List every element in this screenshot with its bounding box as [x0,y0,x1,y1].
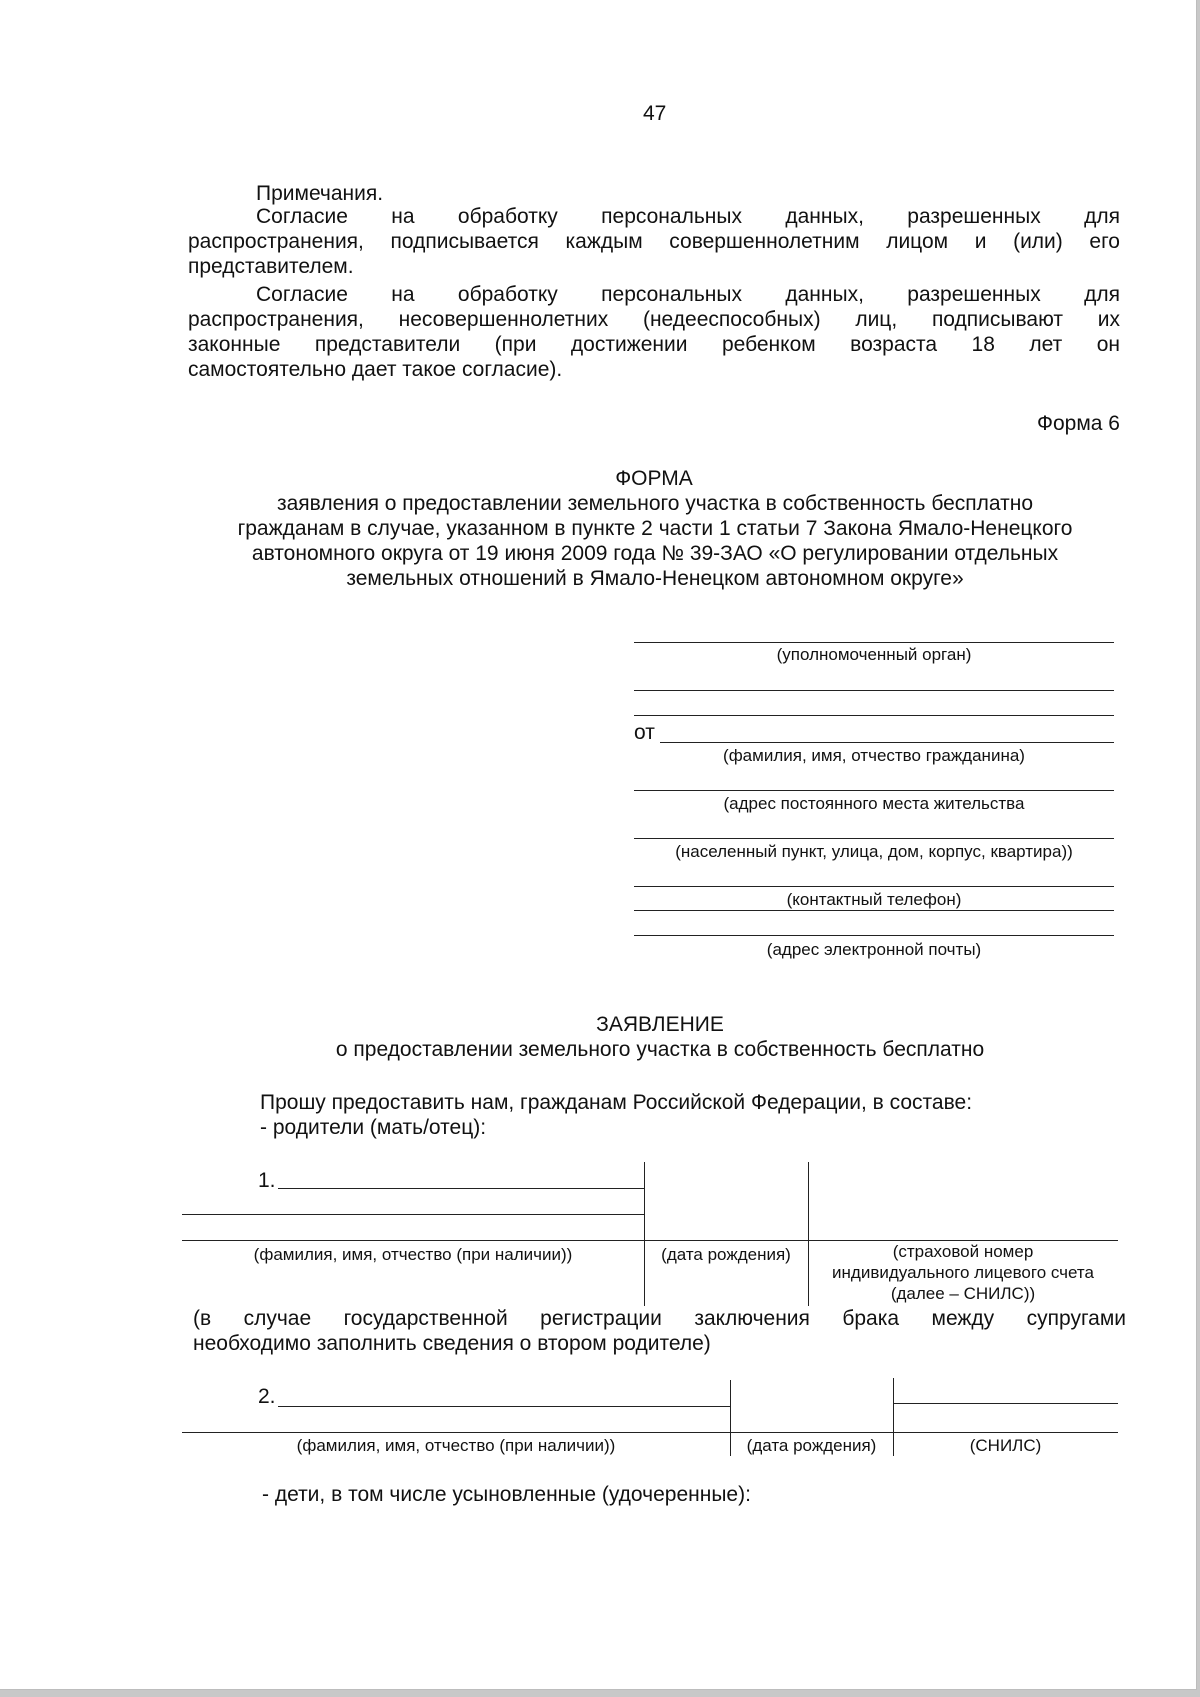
application-heading: ЗАЯВЛЕНИЕ [596,1013,724,1036]
parent2-snils-line[interactable] [893,1403,1118,1404]
form-number-label: Форма 6 [1037,412,1120,435]
form-title-line2: гражданам в случае, указанном в пункте 2 части 1 статьи 7 Закона Ямало-Ненецкого [237,517,1073,540]
authority-line-2[interactable] [634,690,1114,691]
parent2-snils-caption: (СНИЛС) [969,1436,1042,1455]
phone-line[interactable] [634,886,1114,887]
parent1-name-line-2[interactable] [182,1214,644,1215]
notes-paragraph1-line1: Согласие на обработку персональных данных, разрешенных для [256,205,1120,228]
authority-line-3[interactable] [634,715,1114,716]
parent1-name-caption: (фамилия, имя, отчество (при наличии)) [253,1245,573,1264]
form-title-line4: земельных отношений в Ямало-Ненецком автономном округе» [346,567,964,590]
email-line[interactable] [634,935,1114,936]
authority-caption: (уполномоченный орган) [776,645,972,664]
parent1-snils-caption-1: (страховой номер [892,1242,1034,1261]
parent2-birth-caption: (дата рождения) [746,1436,877,1455]
notes-paragraph2-line3: законные представители (при достижении ребенком возраста 18 лет он [188,333,1120,356]
authority-line[interactable] [634,642,1114,643]
from-label: от [634,721,655,744]
notes-paragraph2-line1: Согласие на обработку персональных данных, разрешенных для [256,283,1120,306]
marriage-note-line1: (в случае государственной регистрации заключения брака между супругами [193,1307,1126,1330]
parent1-snils-caption-3: (далее – СНИЛС)) [890,1284,1036,1303]
page-number: 47 [643,102,667,125]
address-detail-line[interactable] [634,838,1114,839]
phone-caption: (контактный телефон) [786,890,962,909]
parent1-number: 1. [258,1169,276,1192]
marriage-note-line2: необходимо заполнить сведения о втором родителе) [193,1332,711,1355]
notes-heading: Примечания. [256,182,384,205]
form-heading: ФОРМА [615,467,693,490]
parent1-snils-caption-2: индивидуального лицевого счета [832,1263,1094,1282]
application-subheading: о предоставлении земельного участка в собственность бесплатно [335,1038,985,1061]
children-label: - дети, в том числе усыновленные (удочеренные): [262,1483,751,1506]
parent2-name-caption: (фамилия, имя, отчество (при наличии)) [296,1436,616,1455]
address-caption: (адрес постоянного места жительства [723,794,1025,813]
citizen-name-line[interactable] [660,742,1114,743]
parent2-number: 2. [258,1385,276,1408]
notes-paragraph2-line2: распространения, несовершеннолетних (недееспособных) лиц, подписывают их [188,308,1120,331]
parent1-birth-caption: (дата рождения) [661,1245,791,1264]
notes-paragraph1-line2: распространения, подписывается каждым совершеннолетним лицом и (или) его [188,230,1120,253]
parent2-caption-line [182,1432,1118,1433]
form-title-line3: автономного округа от 19 июня 2009 года № 39-ЗАО «О регулировании отдельных [251,542,1059,565]
email-caption: (адрес электронной почты) [766,940,982,959]
parent1-name-line[interactable] [278,1188,644,1189]
request-line: Прошу предоставить нам, гражданам Российской Федерации, в составе: [260,1091,973,1114]
address-line[interactable] [634,790,1114,791]
parent2-name-line[interactable] [278,1406,730,1407]
notes-paragraph2-last: самостоятельно дает такое согласие). [188,358,563,381]
notes-paragraph1-last: представителем. [188,255,354,278]
phone-line-2[interactable] [634,910,1114,911]
parents-label: - родители (мать/отец): [260,1116,487,1139]
form-title-line1: заявления о предоставлении земельного участка в собственность бесплатно [276,492,1034,515]
address-detail-caption: (населенный пункт, улица, дом, корпус, квартира)) [675,842,1073,861]
parent1-divider-1 [644,1162,645,1306]
citizen-name-caption: (фамилия, имя, отчество гражданина) [723,746,1025,765]
parent1-caption-line [182,1240,1118,1241]
